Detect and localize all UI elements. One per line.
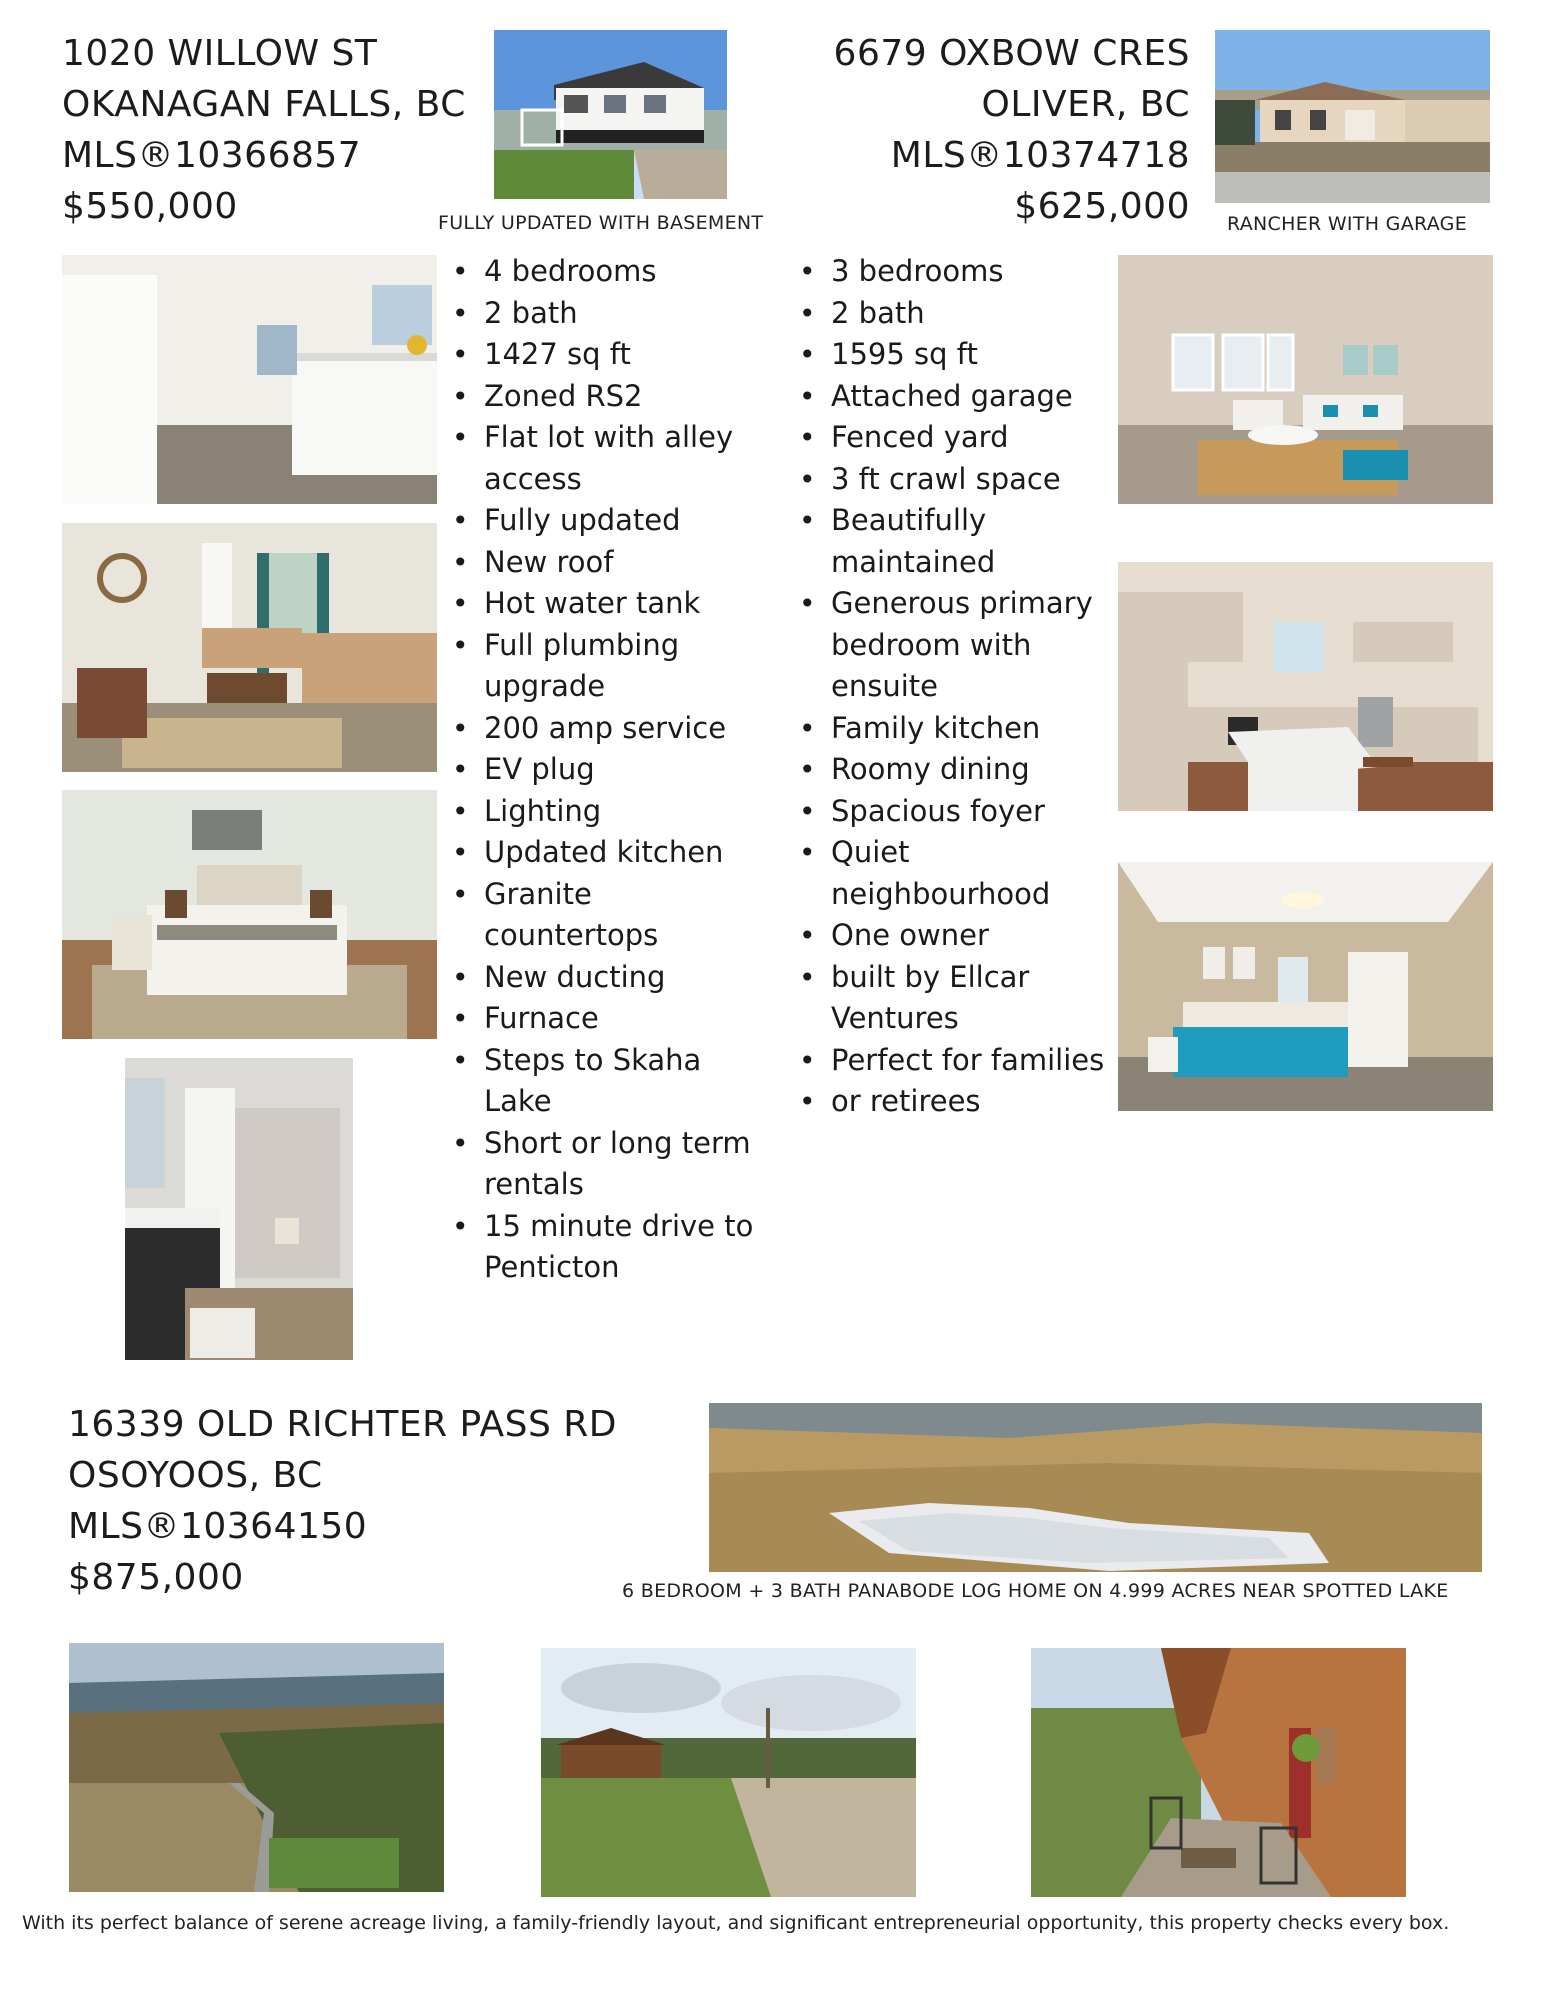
- listing2-feature-item: [797, 251, 1127, 293]
- listing1-feature-text: • Lighting: [484, 793, 602, 828]
- listing2-feature-text: • Beautifully: [831, 503, 987, 537]
- listing1-feature-text: upgrade: [484, 669, 606, 703]
- listing1-bathroom-photo: [125, 1058, 353, 1360]
- listing1-feature-text: • Furnace: [484, 1001, 599, 1035]
- listing1-feature-item: [450, 832, 790, 874]
- listing1-feature-item: [450, 791, 790, 833]
- listing2-feature-item: [797, 957, 1127, 1040]
- listing2-city: OLIVER, BC: [981, 84, 1190, 125]
- listing1-feature-item: [450, 293, 790, 335]
- listing3-city: OSOYOOS, BC: [68, 1455, 323, 1496]
- listing1-price: $550,000: [62, 186, 238, 227]
- listing2-feature-item: [797, 791, 1127, 833]
- listing2-feature-text: ensuite: [831, 669, 938, 703]
- listing1-feature-item: [450, 376, 790, 418]
- listing1-feature-text: • 200 amp service: [484, 710, 727, 745]
- listing1-caption: FULLY UPDATED WITH BASEMENT: [438, 212, 764, 234]
- listing2-feature-text: Ventures: [831, 1001, 959, 1035]
- listing2-features-list: [797, 251, 1127, 1123]
- listing1-feature-text: Penticton: [484, 1250, 620, 1284]
- listing2-caption: RANCHER WITH GARAGE: [1227, 213, 1468, 235]
- listing2-exterior-photo: [1215, 30, 1490, 203]
- listing1-mls: MLS®10366857: [62, 135, 362, 176]
- listing1-feature-text: • 2 bath: [484, 295, 578, 330]
- listing1-kitchen-photo: [62, 255, 437, 504]
- listing1-feature-item: [450, 874, 790, 957]
- listing2-street: 6679 OXBOW CRES: [833, 33, 1190, 74]
- listing1-feature-item: [450, 334, 790, 376]
- listing2-feature-item: [797, 293, 1127, 335]
- listing1-feature-text: • Granite: [484, 876, 592, 911]
- listing1-features-list: [450, 251, 790, 1289]
- listing1-feature-text: • Full plumbing: [484, 627, 680, 662]
- footer-description: With its perfect balance of serene acreage living, a family-friendly layout, and significant entrepreneurial opportunity, this property checks every box.: [22, 1912, 1450, 1934]
- listing2-feature-text: • Quiet: [831, 835, 910, 869]
- listing2-feature-text: • Fenced yard: [831, 420, 1009, 454]
- listing2-feature-item: [797, 334, 1127, 376]
- listing1-feature-text: • Updated kitchen: [484, 835, 724, 869]
- listing2-feature-text: • One owner: [831, 918, 989, 952]
- listing1-city: OKANAGAN FALLS, BC: [62, 84, 466, 125]
- listing1-feature-text: • New ducting: [484, 959, 666, 994]
- listing1-feature-item: [450, 542, 790, 584]
- listing2-feature-item: [797, 583, 1127, 708]
- listing3-mls: MLS®10364150: [68, 1506, 368, 1547]
- listing2-price: $625,000: [1014, 186, 1190, 227]
- listing3-caption: 6 BEDROOM + 3 BATH PANABODE LOG HOME ON 4.999 ACRES NEAR SPOTTED LAKE: [622, 1580, 1449, 1602]
- listing2-feature-text: • 3 ft crawl space: [831, 461, 1061, 496]
- listing1-living-room-photo: [62, 523, 437, 772]
- listing1-address-block: [62, 28, 466, 232]
- listing2-feature-text: • Perfect for families: [831, 1042, 1105, 1077]
- listing1-feature-text: Lake: [484, 1084, 552, 1118]
- listing2-address-block: [834, 28, 1190, 232]
- listing1-feature-text: rentals: [484, 1167, 584, 1201]
- listing3-address-block: [68, 1399, 617, 1603]
- listing1-feature-text: • 4 bedrooms: [484, 254, 657, 288]
- listing2-feature-item: [797, 1081, 1127, 1123]
- listing3-porch-photo: [1031, 1648, 1406, 1897]
- listing3-street: 16339 OLD RICHTER PASS RD: [68, 1404, 617, 1445]
- listing1-feature-item: [450, 583, 790, 625]
- listing2-kitchen-photo: [1118, 562, 1493, 811]
- listing1-street: 1020 WILLOW ST: [62, 33, 378, 74]
- listing3-yard-photo: [541, 1648, 916, 1897]
- listing2-feature-text: • or retirees: [831, 1084, 981, 1118]
- listing2-feature-text: • Attached garage: [831, 378, 1073, 413]
- listing2-feature-text: • Family kitchen: [831, 710, 1041, 745]
- listing2-feature-item: [797, 459, 1127, 501]
- listing1-feature-text: access: [484, 461, 582, 496]
- listing2-feature-item: [797, 376, 1127, 418]
- listing2-feature-item: [797, 832, 1127, 915]
- listing1-feature-item: [450, 1040, 790, 1123]
- listing1-feature-item: [450, 957, 790, 999]
- listing2-bedroom-photo: [1118, 862, 1493, 1111]
- listing2-mls: MLS®10374718: [890, 135, 1190, 176]
- listing1-feature-item: [450, 998, 790, 1040]
- listing2-feature-text: • Generous primary: [831, 586, 1093, 620]
- listing1-feature-text: countertops: [484, 918, 659, 952]
- listing2-living-room-photo: [1118, 255, 1493, 504]
- listing2-feature-item: [797, 417, 1127, 459]
- listing2-feature-item: [797, 500, 1127, 583]
- listing1-bedroom-photo: [62, 790, 437, 1039]
- listing1-exterior-photo: [494, 30, 727, 199]
- listing2-feature-text: • Spacious foyer: [831, 793, 1045, 828]
- listing1-feature-text: • 1427 sq ft: [484, 337, 631, 371]
- listing1-feature-text: • EV plug: [484, 752, 595, 786]
- listing1-feature-item: [450, 500, 790, 542]
- listing2-feature-text: • 2 bath: [831, 295, 925, 330]
- listing1-feature-item: [450, 251, 790, 293]
- listing2-feature-text: maintained: [831, 544, 996, 579]
- listing2-feature-text: neighbourhood: [831, 876, 1051, 911]
- listing1-feature-text: • Hot water tank: [484, 586, 701, 620]
- listing3-spotted-lake-photo: [709, 1403, 1482, 1572]
- listing1-feature-text: • Flat lot with alley: [484, 420, 734, 454]
- listing1-feature-item: [450, 625, 790, 708]
- listing2-feature-text: • 3 bedrooms: [831, 254, 1004, 288]
- listing1-feature-item: [450, 749, 790, 791]
- listing1-feature-item: [450, 708, 790, 750]
- listing1-feature-text: • Short or long term: [484, 1125, 751, 1160]
- listing1-feature-item: [450, 1206, 790, 1289]
- listing2-feature-item: [797, 708, 1127, 750]
- listing1-feature-text: • New roof: [484, 544, 614, 579]
- listing1-feature-text: • Fully updated: [484, 503, 681, 537]
- listing1-feature-item: [450, 1123, 790, 1206]
- listing1-feature-text: • 15 minute drive to: [484, 1208, 754, 1243]
- listing3-price: $875,000: [68, 1557, 244, 1598]
- listing2-feature-text: bedroom with: [831, 627, 1032, 662]
- listing2-feature-item: [797, 915, 1127, 957]
- listing2-feature-text: • 1595 sq ft: [831, 337, 978, 371]
- listing2-feature-item: [797, 1040, 1127, 1082]
- listing3-aerial-photo: [69, 1643, 444, 1892]
- listing2-feature-text: • built by Ellcar: [831, 959, 1030, 994]
- listing1-feature-text: • Steps to Skaha: [484, 1042, 702, 1077]
- listing2-feature-text: • Roomy dining: [831, 752, 1030, 786]
- listing1-feature-item: [450, 417, 790, 500]
- listing1-feature-text: • Zoned RS2: [484, 378, 643, 413]
- listing2-feature-item: [797, 749, 1127, 791]
